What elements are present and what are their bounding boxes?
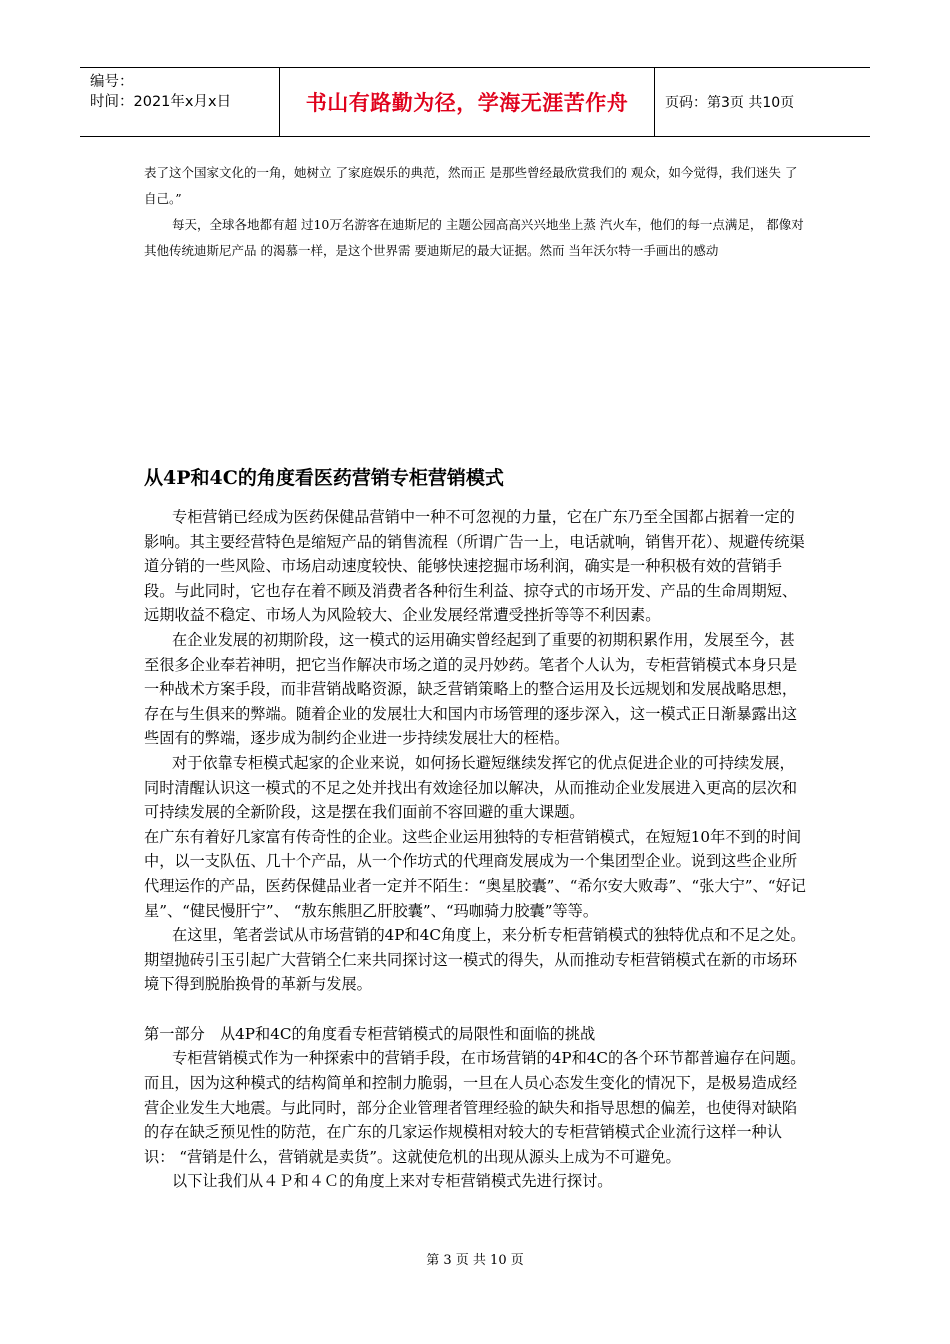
body-paragraph: 对于依靠专柜模式起家的企业来说，如何扬长避短继续发挥它的优点促进企业的可持续发展，同时清醒认识这一模式的不足之处并找出有效途径加以解决，从而推动企业发展进入更高的层次和可持续发展的全新阶段，这是摆在我们面前不容回避的重大课题。 — [144, 753, 798, 822]
body-paragraph: 专柜营销已经成为医药保健品营销中一种不可忽视的力量，它在广东乃至全国都占据着一定的影响。其主要经营特色是缩短产品的销售流程（所谓广告一上，电话就响，销售开花）、规避传统渠道分销的一些风险、市场启动速度较快、能够快速挖掘市场利润，确实是一种积极有效的营销手段。与此同时，它也存在着不顾及消费者各种衍生利益、掠夺式的市场开发、产品的生命周期短、远期收益不稳定、市场人为风险较大、企业发展经常遭受挫折等等不利因素。 — [144, 508, 805, 625]
article-title: 从4P和4C的角度看医药营销专柜营销模式 — [144, 467, 504, 489]
continued-paragraph: 表了这个国家文化的一角，她树立 了家庭娱乐的典范，然而正 是那些曾经最欣赏我们的 观众，如今觉得，我们迷失 了自己。” — [144, 165, 798, 206]
page-header — [80, 67, 870, 137]
header-page-info: 页码：第3页 共10页 — [665, 95, 795, 111]
header-meta — [80, 68, 280, 136]
document-date: 时间：2021年x月x日 — [90, 94, 232, 110]
continued-paragraph: 每天，全球各地都有超 过10万名游客在迪斯尼的 主题公园高高兴兴地坐上蒸 汽火车，他们的每一点满足， 都像对其他传统迪斯尼产品 的渴慕一样，是这个世界需 要迪斯尼的最大证据。然而 当年沃尔特一手画出的感动 — [144, 217, 804, 258]
body-paragraph: 在这里，笔者尝试从市场营销的4P和4C角度上，来分析专柜营销模式的独特优点和不足之处。期望抛砖引玉引起广大营销仝仁来共同探讨这一模式的得失，从而推动专柜营销模式在新的市场环境下得到脱胎换骨的革新与发展。 — [144, 926, 806, 994]
article-body — [144, 505, 809, 1194]
header-motto: 书山有路勤为径，学海无涯苦作舟 — [280, 68, 655, 136]
body-paragraph: 专柜营销模式作为一种探索中的营销手段，在市场营销的4P和4C的各个环节都普遍存在问题。而且，因为这种模式的结构简单和控制力脆弱，一旦在人员心态发生变化的情况下，是极易造成经营企业发生大地震。与此同时，部分企业管理者管理经验的缺失和指导思想的偏差，也使得对缺陷的存在缺乏预见性的防范，在广东的几家运作规模相对较大的专柜营销模式企业流行这样一种认识： “营销是什么，营销就是卖货”。这就使危机的出现从源头上成为不可避免。 — [144, 1049, 806, 1166]
body-paragraph: 在广东有着好几家富有传奇性的企业。这些企业运用独特的专柜营销模式，在短短10年不到的时间中，以一支队伍、几十个产品，从一个作坊式的代理商发展成为一个集团型企业。说到这些企业所代理运作的产品，医药保健品业者一定并不陌生：“奥星胶囊”、“希尔安大败毒”、“张大宁”、“好记星”、“健民慢肝宁”、 “敖东熊胆乙肝胶囊”、“玛咖骑力胶囊”等等。 — [144, 827, 806, 920]
page-footer: 第 3 页 共 10 页 — [426, 1253, 524, 1268]
document-number-label: 编号： — [90, 74, 134, 90]
body-paragraph: 以下让我们从４Ｐ和４Ｃ的角度上来对专柜营销模式先进行探讨。 — [172, 1172, 613, 1191]
continued-text — [144, 160, 809, 264]
body-paragraph: 在企业发展的初期阶段，这一模式的运用确实曾经起到了重要的初期积累作用，发展至今，甚至很多企业奉若神明，把它当作解决市场之道的灵丹妙药。笔者个人认为，专柜营销模式本身只是一种战术方案手段，而非营销战略资源，缺乏营销策略上的整合运用及长远规划和发展战略思想，存在与生俱来的弊端。随着企业的发展壮大和国内市场管理的逐步深入，这一模式正日渐暴露出这些固有的弊端，逐步成为制约企业进一步持续发展壮大的桎梏。 — [144, 630, 798, 748]
section-heading: 第一部分 从4P和4C的角度看专柜营销模式的局限性和面临的挑战 — [144, 1024, 596, 1043]
